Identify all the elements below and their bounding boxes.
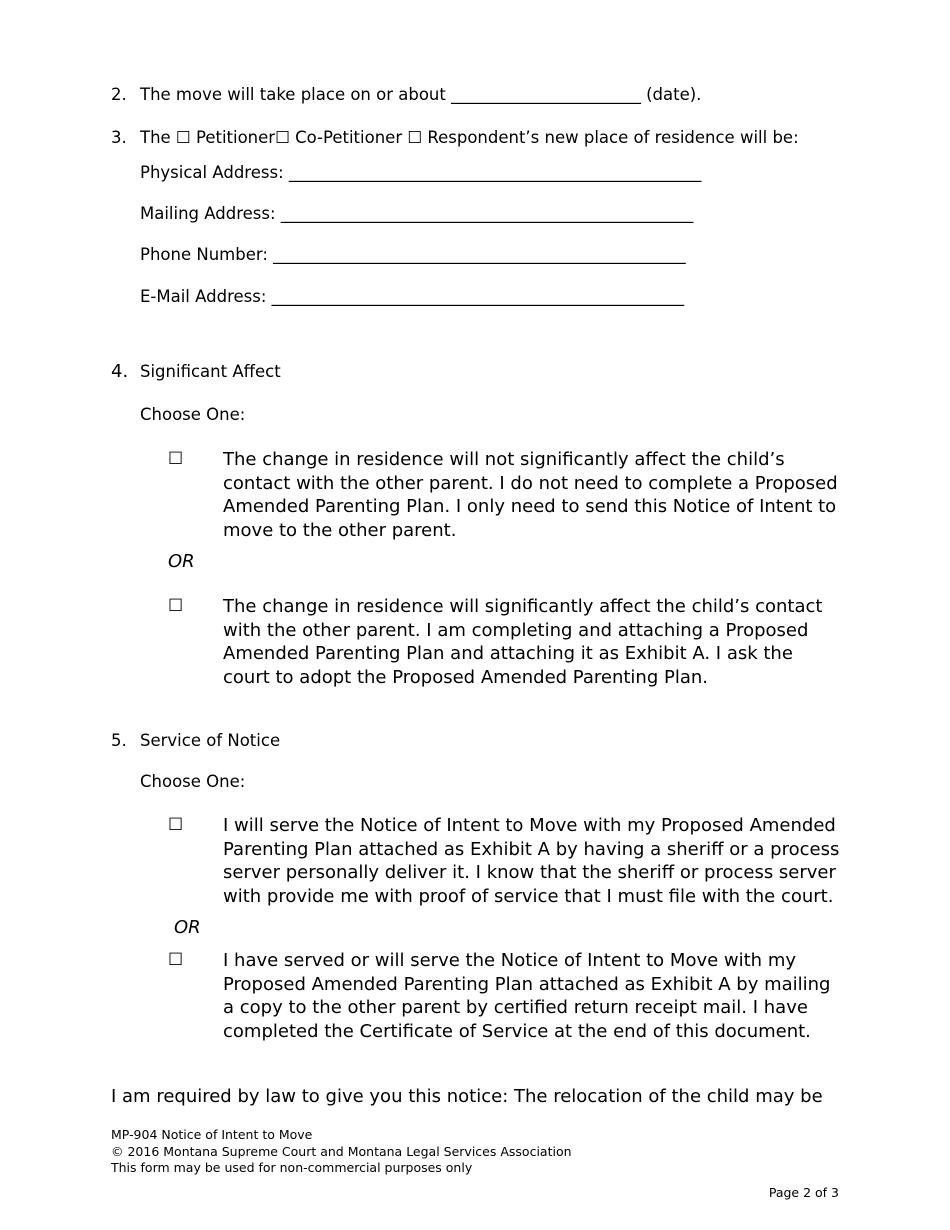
- item-2-number: 2.: [111, 85, 127, 104]
- item-5-number: 5.: [111, 731, 127, 750]
- footer-usage: This form may be used for non-commercial purposes only: [111, 1160, 473, 1175]
- mailing-address-field: Mailing Address: __________________________________________________: [140, 204, 694, 223]
- item-5-option-1-text: I will serve the Notice of Intent to Move with my Proposed Amended Parenting Plan attached as Exhibit A by having a sheriff or a process server personally deliver it. I know that the sheriff or process server with provide me with proof of service that I must file with the court.: [223, 815, 840, 907]
- physical-address-field: Physical Address: __________________________________________________: [140, 163, 702, 182]
- item-4-number: 4.: [111, 361, 129, 382]
- item-4-option-1-checkbox[interactable]: ☐: [168, 449, 184, 469]
- item-2-move-date-line: The move will take place on or about _______________________ (date).: [140, 85, 702, 104]
- item-4-option-1-text: The change in residence will not significantly affect the child’s contact with the other parent. I do not need to complete a Proposed Amended Parenting Plan. I only need to send this Notice of Intent to move to the other parent.: [223, 449, 838, 541]
- item-4-or: OR: [168, 551, 195, 572]
- footer-form-title: MP-904 Notice of Intent to Move: [111, 1127, 313, 1142]
- phone-number-field: Phone Number: __________________________________________________: [140, 245, 686, 264]
- item-4-option-2-text: The change in residence will significantly affect the child’s contact with the other parent. I am completing and attaching a Proposed Amended Parenting Plan and attaching it as Exhibit A. I ask the court to adopt the Proposed Amended Parenting Plan.: [223, 596, 823, 688]
- item-4-choose-one: Choose One:: [140, 405, 246, 424]
- item-5-choose-one: Choose One:: [140, 772, 246, 791]
- item-5-option-1-checkbox[interactable]: ☐: [168, 815, 184, 835]
- item-5-title: Service of Notice: [140, 731, 281, 750]
- law-notice-text: I am required by law to give you this notice: The relocation of the child may be: [111, 1086, 823, 1107]
- item-5-option-2-checkbox[interactable]: ☐: [168, 950, 184, 970]
- footer-page-number: Page 2 of 3: [768, 1185, 839, 1200]
- item-5-or: OR: [174, 917, 201, 938]
- item-4-option-2-checkbox[interactable]: ☐: [168, 596, 184, 616]
- item-4-title: Significant Affect: [140, 362, 281, 381]
- item-5-option-2-text: I have served or will serve the Notice of Intent to Move with my Proposed Amended Parenting Plan attached as Exhibit A by mailing a copy to the other parent by certified return receipt mail. I have completed the Certificate of Service at the end of this document.: [223, 950, 831, 1042]
- item-3-party-selection: The ☐ Petitioner☐ Co-Petitioner ☐ Respondent’s new place of residence will be:: [140, 128, 799, 147]
- item-3-number: 3.: [111, 128, 127, 147]
- email-address-field: E-Mail Address: __________________________________________________: [140, 287, 685, 306]
- footer-copyright: © 2016 Montana Supreme Court and Montana Legal Services Association: [111, 1144, 572, 1159]
